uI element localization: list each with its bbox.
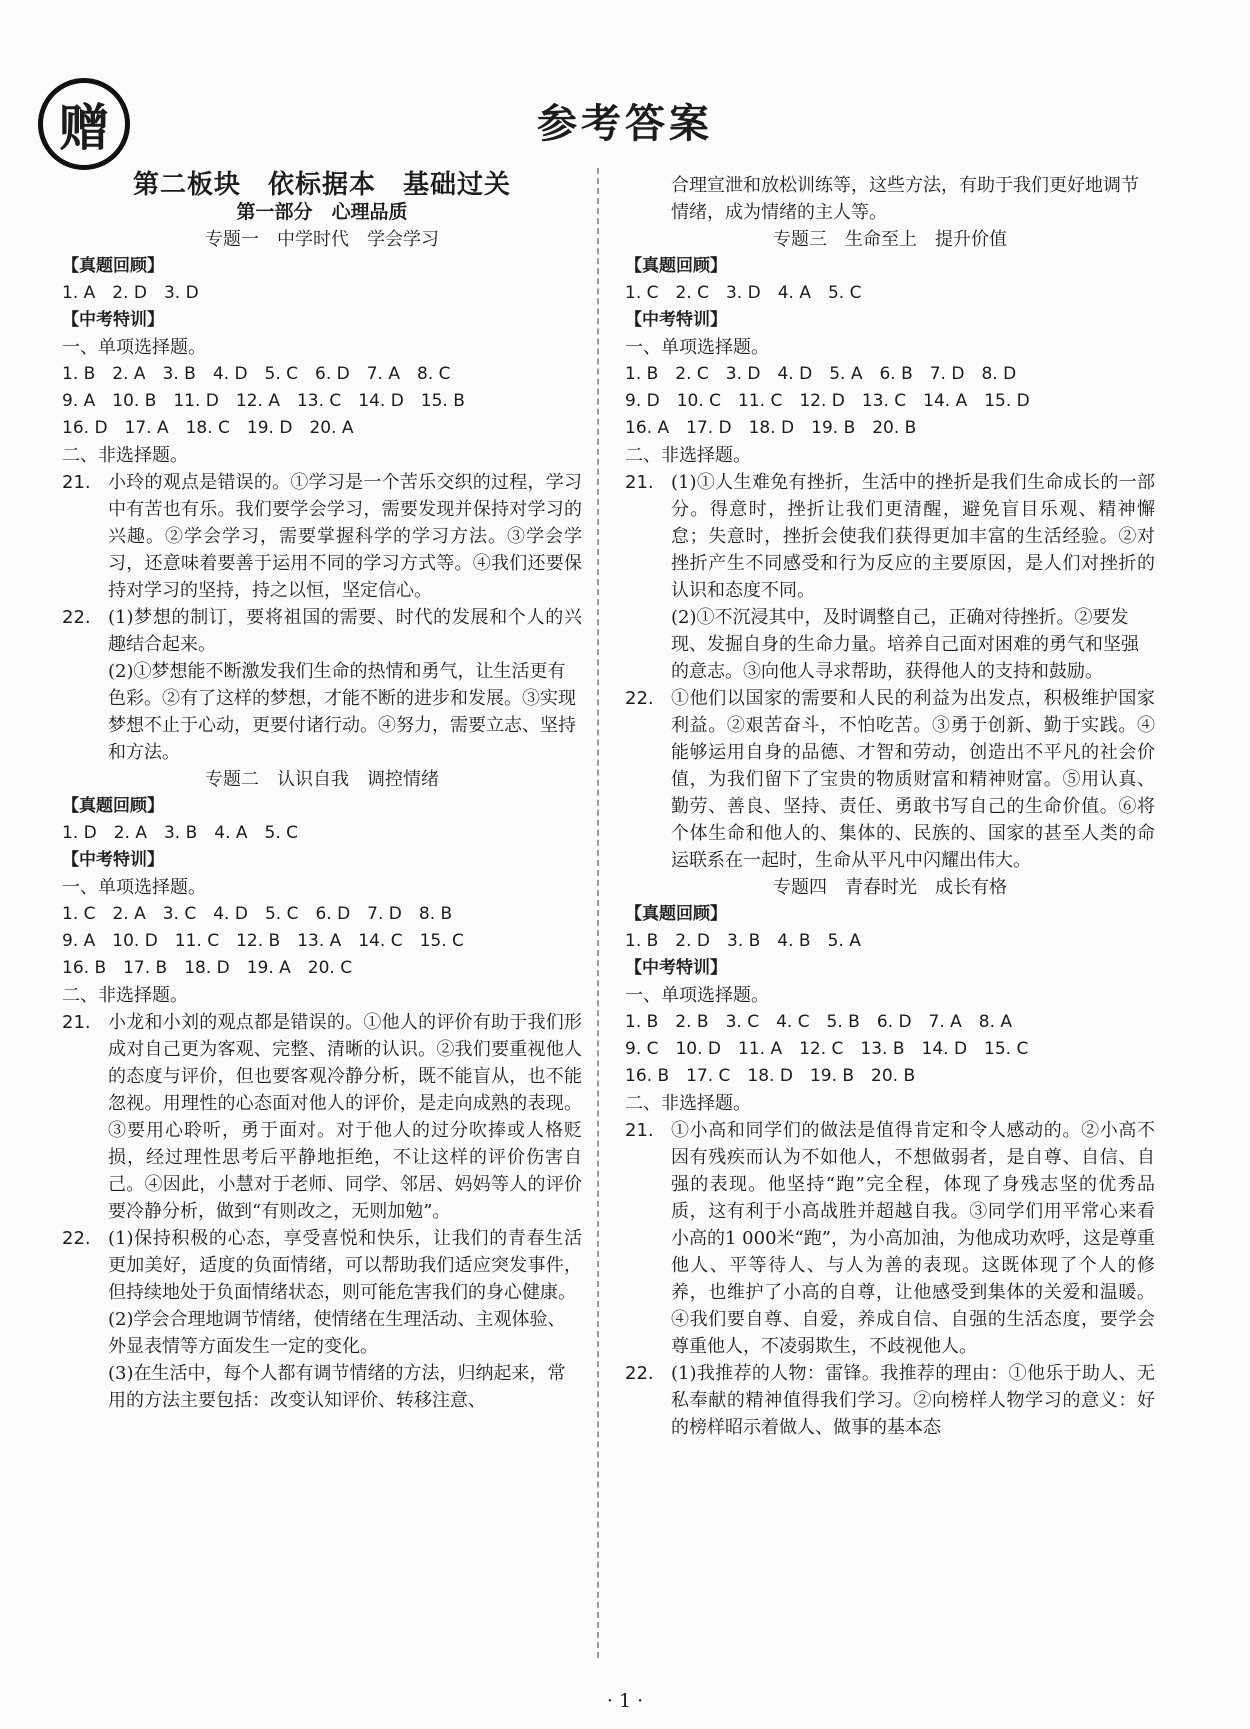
answer-text: (3)在生活中，每个人都有调节情绪的方法，归纳起来，常用的方法主要包括：改变认知评价、转移注意、 xyxy=(108,1363,566,1411)
answer-text: (2)①不沉浸其中，及时调整自己，正确对待挫折。②要发现、发掘自身的生命力量。培养自己面对困难的勇气和坚强的意志。③向他人寻求帮助，获得他人的支持和鼓励。 xyxy=(671,607,1139,682)
question-22 xyxy=(62,604,582,658)
part-title: 第一部分 心理品质 xyxy=(236,201,408,223)
answer-text: (1)梦想的制订，要将祖国的需要、时代的发展和个人的兴趣结合起来。 xyxy=(108,607,582,655)
question-21 xyxy=(625,469,1155,604)
answer-line: 1. B 2. D 3. B 4. B 5. A xyxy=(625,931,861,951)
zhenti-label: 【真题回顾】 xyxy=(625,256,727,276)
answer-line: 9. C 10. D 11. A 12. C 13. B 14. D 15. C xyxy=(625,1039,1029,1059)
answer-text: (2)学会合理地调节情绪，使情绪在生理活动、主观体验、外显表情等方面发生一定的变化。 xyxy=(108,1309,566,1357)
left-column xyxy=(62,172,582,1414)
answer-line: 1. C 2. C 3. D 4. A 5. C xyxy=(625,283,862,303)
nonchoice-heading: 二、非选择题。 xyxy=(62,985,188,1006)
texun-label: 【中考特训】 xyxy=(625,310,727,330)
answer-text: 合理宣泄和放松训练等，这些方法，有助于我们更好地调节情绪，成为情绪的主人等。 xyxy=(671,175,1139,223)
texun-label: 【中考特训】 xyxy=(62,850,164,870)
answer-text: 小龙和小刘的观点都是错误的。①他人的评价有助于我们形成对自己更为客观、完整、清晰的认识。②我们要重视他人的态度与评价，但也要客观冷静分析，既不能盲从，也不能忽视。用理性的心态面对他人的评价，是走向成熟的表现。③要用心聆听，勇于面对。对于他人的过分吹捧或人格贬损，经过理性思考后平静地拒绝，不让这样的评价伤害自己。④因此，小慧对于老师、同学、邻居、妈妈等人的评价要冷静分析，做到“有则改之，无则加勉”。 xyxy=(108,1012,582,1222)
answer-line: 16. B 17. C 18. D 19. B 20. B xyxy=(625,1066,916,1086)
question-number: 21. xyxy=(625,1120,654,1141)
question-number: 21. xyxy=(62,1012,91,1033)
column-divider xyxy=(597,168,599,1658)
answer-line: 9. D 10. C 11. C 12. D 13. C 14. A 15. D xyxy=(625,391,1030,411)
answer-line: 9. A 10. B 11. D 12. A 13. C 14. D 15. B xyxy=(62,391,465,411)
topic-title: 专题四 青春时光 成长有格 xyxy=(773,877,1007,898)
topic-title: 专题一 中学时代 学会学习 xyxy=(205,229,439,250)
right-column xyxy=(625,172,1155,1441)
answer-text: (1)保持积极的心态，享受喜悦和快乐，让我们的青春生活更加美好，适度的负面情绪，可以帮助我们适应突发事件，但持续地处于负面情绪状态，则可能危害我们的身心健康。 xyxy=(108,1228,582,1303)
answer-text: (1)①人生难免有挫折，生活中的挫折是我们生命成长的一部分。得意时，挫折让我们更清醒，避免盲目乐观、精神懈怠；失意时，挫折会使我们获得更加丰富的生活经验。②对挫折产生不同感受和行为反应的主要原因，是人们对挫折的认识和态度不同。 xyxy=(671,472,1155,601)
texun-label: 【中考特训】 xyxy=(625,958,727,978)
answer-text: ①他们以国家的需要和人民的利益为出发点，积极维护国家利益。②艰苦奋斗，不怕吃苦。③勇于创新、勤于实践。④能够运用自身的品德、才智和劳动，创造出不平凡的社会价值，为我们留下了宝贵的物质财富和精神财富。⑤用认真、勤劳、善良、坚持、责任、勇敢书写自己的生命价值。⑥将个体生命和他人的、集体的、民族的、国家的甚至人类的命运联系在一起时，生命从平凡中闪耀出伟大。 xyxy=(671,688,1155,871)
question-number: 21. xyxy=(625,472,654,493)
topic-title: 专题二 认识自我 调控情绪 xyxy=(205,769,439,790)
zhenti-label: 【真题回顾】 xyxy=(625,904,727,924)
question-number: 22. xyxy=(625,688,654,709)
question-21 xyxy=(62,469,582,604)
page-number: · 1 · xyxy=(606,1690,644,1712)
choice-heading: 一、单项选择题。 xyxy=(625,337,769,358)
answer-line: 1. D 2. A 3. B 4. A 5. C xyxy=(62,823,298,843)
question-22 xyxy=(625,1360,1155,1441)
zhenti-label: 【真题回顾】 xyxy=(62,796,164,816)
nonchoice-heading: 二、非选择题。 xyxy=(62,445,188,466)
question-number: 22. xyxy=(625,1363,654,1384)
section-title: 第二板块 依标据本 基础过关 xyxy=(132,170,511,200)
gift-badge: 赠 xyxy=(38,78,130,170)
answer-line: 9. A 10. D 11. C 12. B 13. A 14. C 15. C xyxy=(62,931,464,951)
answer-line: 1. A 2. D 3. D xyxy=(62,283,199,303)
answer-line: 1. B 2. A 3. B 4. D 5. C 6. D 7. A 8. C xyxy=(62,364,451,384)
answer-text: 小玲的观点是错误的。①学习是一个苦乐交织的过程，学习中有苦也有乐。我们要学会学习，需要发现并保持对学习的兴趣。②学会学习，需要掌握科学的学习方法。③学会学习，还意味着要善于运用不同的学习方式等。④我们还要保持对学习的坚持，持之以恒，坚定信心。 xyxy=(108,472,582,601)
answer-line: 16. B 17. B 18. D 19. A 20. C xyxy=(62,958,353,978)
page-title: 参考答案 xyxy=(537,100,713,147)
zhenti-label: 【真题回顾】 xyxy=(62,256,164,276)
answer-text: ①小高和同学们的做法是值得肯定和令人感动的。②小高不因有残疾而认为不如他人，不想做弱者，是自尊、自信、自强的表现。他坚持“跑”完全程，体现了身残志坚的优秀品质，这有利于小高战胜并超越自我。③同学们用平常心来看小高的1 000米“跑”，为小高加油，为他成功欢呼，这是尊重他人、平等待人、与人为善的表现。这既体现了个人的修养，也维护了小高的自尊，让他感受到集体的关爱和温暖。④我们要自尊、自爱，养成自信、自强的生活态度，要学会尊重他人，不凌弱欺生，不歧视他人。 xyxy=(671,1120,1155,1357)
nonchoice-heading: 二、非选择题。 xyxy=(625,445,751,466)
answer-line: 16. D 17. A 18. C 19. D 20. A xyxy=(62,418,354,438)
answer-line: 1. B 2. B 3. C 4. C 5. B 6. D 7. A 8. A xyxy=(625,1012,1013,1032)
choice-heading: 一、单项选择题。 xyxy=(62,337,206,358)
answer-text: (2)①梦想能不断激发我们生命的热情和勇气，让生活更有色彩。②有了这样的梦想，才能不断的进步和发展。③实现梦想不止于心动，更要付诸行动。④努力，需要立志、坚持和方法。 xyxy=(108,661,576,763)
choice-heading: 一、单项选择题。 xyxy=(62,877,206,898)
texun-label: 【中考特训】 xyxy=(62,310,164,330)
question-number: 21. xyxy=(62,472,91,493)
question-21 xyxy=(62,1009,582,1225)
question-number: 22. xyxy=(62,1228,91,1249)
answer-line: 1. C 2. A 3. C 4. D 5. C 6. D 7. D 8. B xyxy=(62,904,453,924)
topic-title: 专题三 生命至上 提升价值 xyxy=(773,229,1007,250)
choice-heading: 一、单项选择题。 xyxy=(625,985,769,1006)
answer-text: (1)我推荐的人物：雷锋。我推荐的理由：①他乐于助人、无私奉献的精神值得我们学习。②向榜样人物学习的意义：好的榜样昭示着做人、做事的基本态 xyxy=(671,1363,1155,1438)
nonchoice-heading: 二、非选择题。 xyxy=(625,1093,751,1114)
question-22 xyxy=(625,685,1155,874)
answer-line: 1. B 2. C 3. D 4. D 5. A 6. B 7. D 8. D xyxy=(625,364,1017,384)
question-22 xyxy=(62,1225,582,1306)
answer-line: 16. A 17. D 18. D 19. B 20. B xyxy=(625,418,917,438)
question-21 xyxy=(625,1117,1155,1360)
question-number: 22. xyxy=(62,607,91,628)
